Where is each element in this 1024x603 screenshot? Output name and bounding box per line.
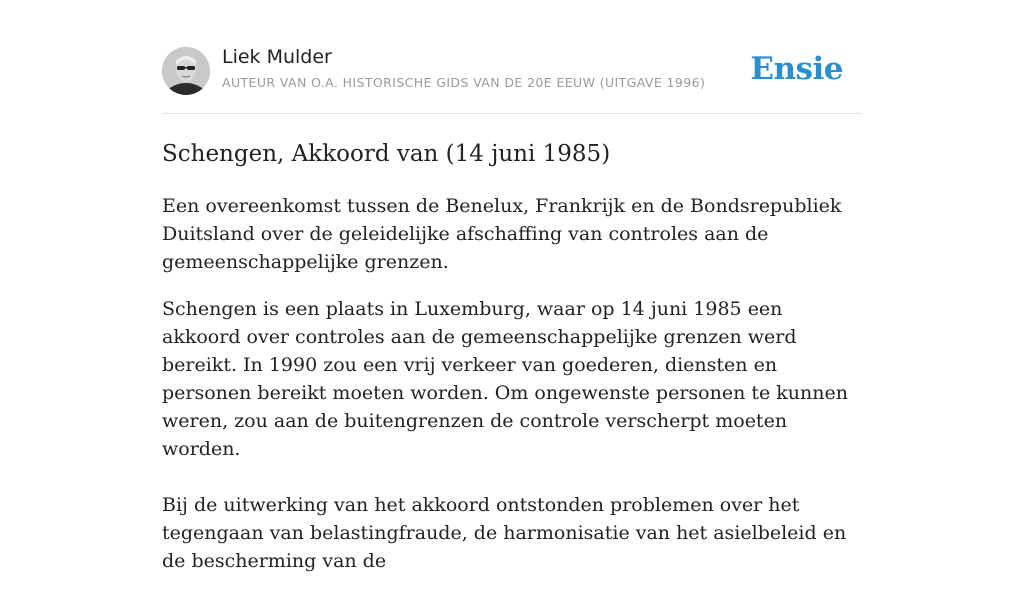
article-body (162, 295, 862, 575)
article-container (162, 46, 862, 603)
article-paragraph: Bij de uitwerking van het akkoord ontstonden problemen over het tegengaan van belastingfraude, de harmonisatie van het asielbeleid en de bescherming van de (162, 494, 847, 572)
author-avatar[interactable] (162, 47, 210, 95)
author-photo-icon (162, 47, 210, 95)
article-title: Schengen, Akkoord van (14 juni 1985) (162, 141, 611, 167)
article-intro: Een overeenkomst tussen de Benelux, Frankrijk en de Bondsrepubliek Duitsland over de geleidelijke afschaffing van controles aan de gemeenschappelijke grenzen. (162, 195, 842, 273)
article-paragraph: Schengen is een plaats in Luxemburg, waar op 14 juni 1985 een akkoord over controles aan de gemeenschappelijke grenzen werd bereikt. In 1990 zou een vrij verkeer van goederen, diensten en personen bereikt moeten worden. Om ongewenste personen te kunnen weren, zou aan de buitengrenzen de controle verscherpt moeten worden. (162, 298, 848, 460)
ensie-logo[interactable]: Ensie (750, 51, 843, 87)
author-role: AUTEUR VAN O.A. HISTORISCHE GIDS VAN DE 20E EEUW (UITGAVE 1996) (222, 75, 706, 90)
author-header (162, 46, 862, 114)
author-name[interactable]: Liek Mulder (222, 46, 332, 68)
